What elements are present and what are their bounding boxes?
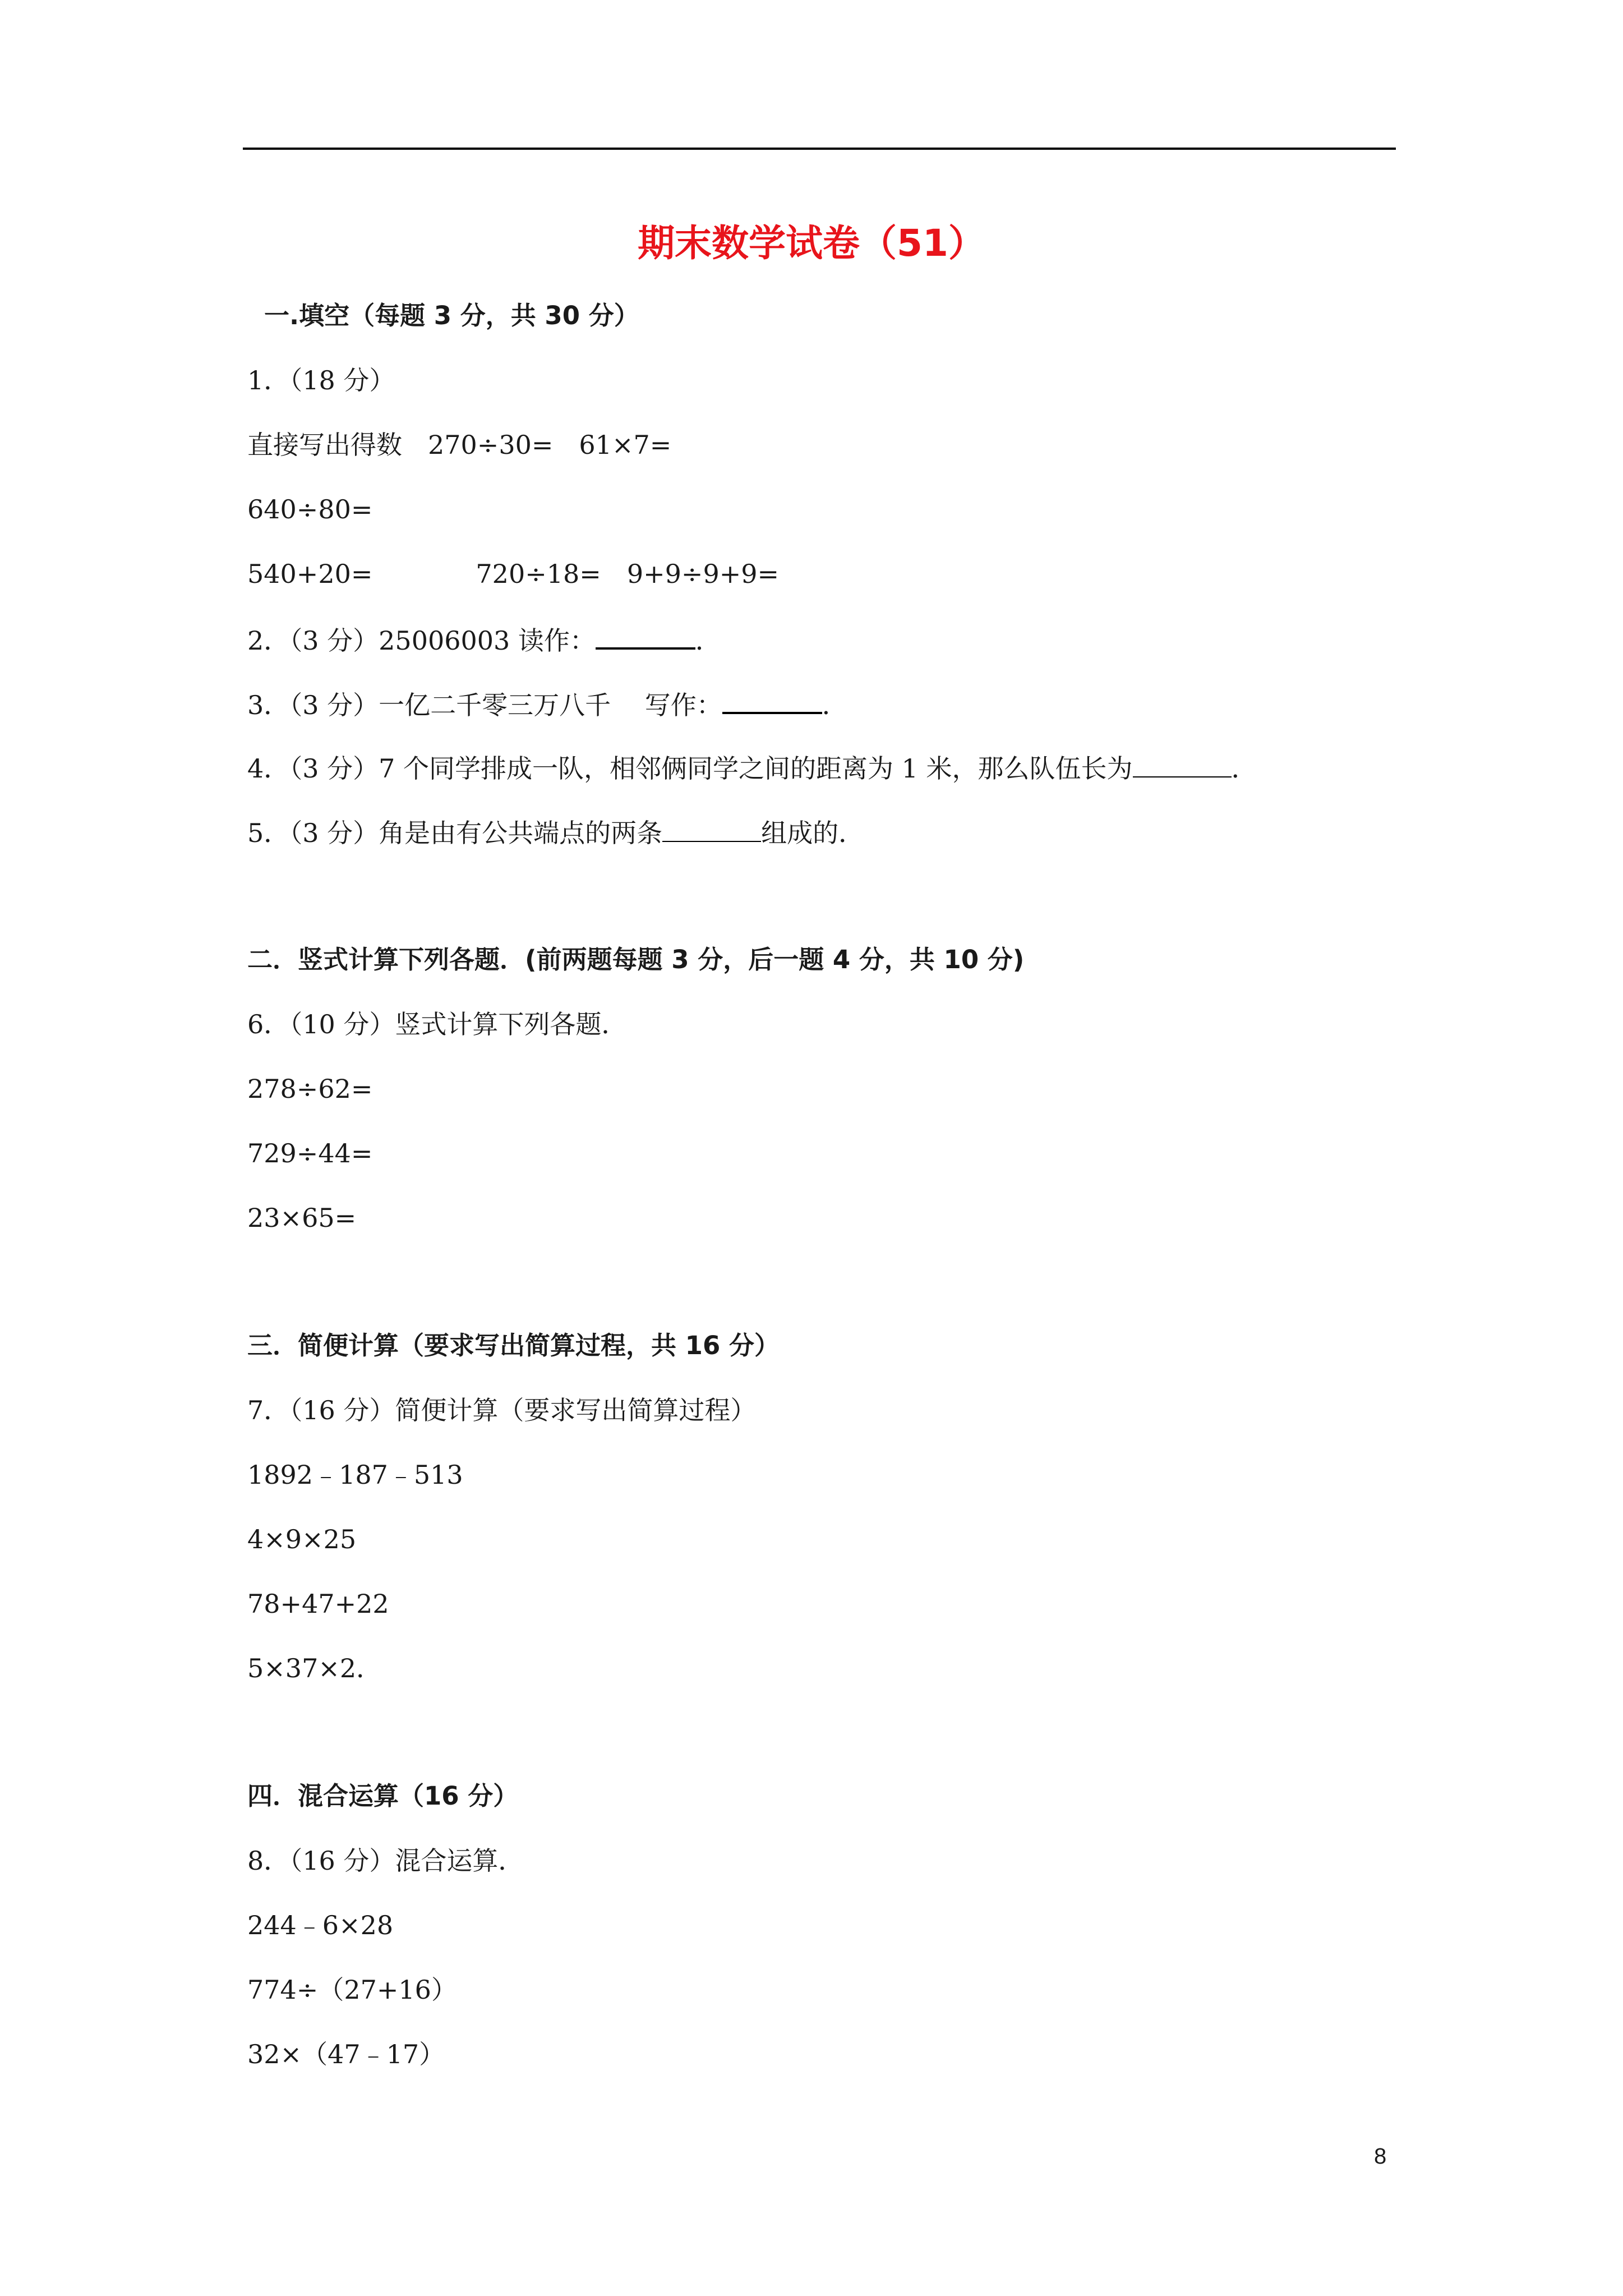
section-1-heading: 一.填空（每题 3 分，共 30 分） xyxy=(264,301,639,330)
q6-item-2: 729÷44= xyxy=(247,1138,373,1168)
q1-line-3: 540+20= 720÷18= 9+9÷9+9= xyxy=(247,559,780,589)
q7-head: 7．（16 分）简便计算（要求写出简算过程） xyxy=(247,1395,757,1425)
q7-item-4: 5×37×2． xyxy=(247,1653,382,1683)
q2-answer-blank[interactable] xyxy=(596,622,695,650)
page-number: 8 xyxy=(1374,2144,1387,2169)
q8-item-1: 244﹣6×28 xyxy=(247,1910,394,1940)
q4-answer-blank[interactable] xyxy=(1133,751,1232,777)
q4-text: 4．（3 分）7 个同学排成一队，相邻俩同学之间的距离为 1 米，那么队伍长为 xyxy=(247,753,1133,784)
q7-item-1: 1892﹣187﹣513 xyxy=(247,1460,463,1490)
header-rule xyxy=(243,148,1396,150)
q1-line-1: 直接写出得数 270÷30= 61×7= xyxy=(247,430,672,460)
q8-item-2: 774÷（27+16） xyxy=(247,1975,457,2005)
section-2-heading: 二．竖式计算下列各题．(前两题每题 3 分，后一题 4 分，共 10 分) xyxy=(247,945,1025,974)
q8-item-3: 32×（47﹣17） xyxy=(247,2039,445,2069)
q5-end: 组成的． xyxy=(761,818,865,848)
q1-head: 1．（18 分） xyxy=(247,365,395,395)
q4-end: ． xyxy=(1231,753,1257,784)
question-4 xyxy=(247,751,1257,785)
q1-line-2: 640÷80= xyxy=(247,494,373,524)
q2-end: ． xyxy=(695,625,721,656)
question-2 xyxy=(247,622,721,657)
q5-text: 5．（3 分）角是由有公共端点的两条 xyxy=(247,818,663,848)
q5-answer-blank[interactable] xyxy=(662,815,761,842)
q3-answer-blank[interactable] xyxy=(722,686,822,714)
section-4-heading: 四．混合运算（16 分） xyxy=(247,1781,519,1811)
q2-text: 2．（3 分）25006003 读作： xyxy=(247,625,596,656)
q3-end: ． xyxy=(822,690,848,720)
q6-item-3: 23×65= xyxy=(247,1203,357,1233)
q6-item-1: 278÷62= xyxy=(247,1074,373,1104)
page-title: 期末数学试卷（51） xyxy=(638,222,985,265)
q7-item-3: 78+47+22 xyxy=(247,1589,389,1619)
question-3 xyxy=(247,686,848,722)
q8-head: 8．（16 分）混合运算． xyxy=(247,1846,524,1876)
q7-item-2: 4×9×25 xyxy=(247,1524,357,1554)
question-5 xyxy=(247,815,864,850)
q3-text: 3．（3 分）一亿二千零三万八千 写作： xyxy=(247,690,722,720)
section-3-heading: 三．简便计算（要求写出简算过程，共 16 分） xyxy=(247,1331,780,1360)
q6-head: 6．（10 分）竖式计算下列各题． xyxy=(247,1009,628,1039)
